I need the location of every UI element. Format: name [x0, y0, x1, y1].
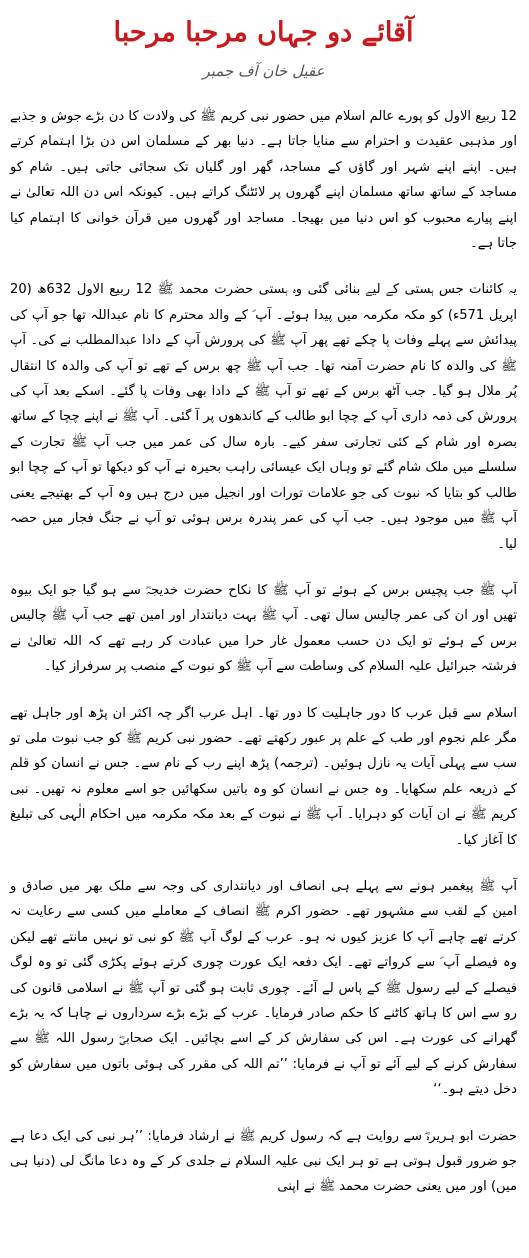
paragraph-first-revelation: اسلام سے قبل عرب کا دور جاہلیت کا دور تھا۔ اہل عرب اگر چہ اکثر ان پڑھ اور جاہل تھے مگر علم نجوم اور طب کے علم پر عبور رکھتے تھے۔ حضور نبی کریم ﷺ کو جب نبوت ملی تو سب سے پہلی آیات یہ نازل ہوئیں۔ (ترجمہ) پڑھ اپنے رب کے نام سے۔ جس نے انسان کو قلم کے ذریعہ علم سکھایا۔ وہ جس نے انسان کو وہ باتیں سکھائیں جو اسے معلوم نہ تھیں۔ نبی کریم ﷺ نے ان آیات کو دہرایا۔ آپ ﷺ نے نبوت کے بعد مکہ مکرمہ میں احکام الٰہی کی تبلیغ کا آغاز کیا۔	[10, 705, 517, 848]
paragraph-justice: آپ ﷺ پیغمبر ہونے سے پہلے ہی انصاف اور دیانتداری کی وجہ سے ملک بھر میں صادق و امین کے لقب سے مشہور تھے۔ حضور اکرم ﷺ انصاف کے معاملے میں کسی سے رعایت نہ کرتے تھے چاہے آپ کا عزیز کیوں نہ ہو۔ عرب کے لوگ آپ ﷺ کو نبی تو نہیں مانتے تھے لیکن وہ فیصلے آپ ؐ سے کرواتے تھے۔ ایک دفعہ ایک عورت چوری کرتے ہوئے پکڑی گئی تو وہ لوگ فیصلے کے لیے رسول ﷺ کے پاس لے آئے۔ چوری ثابت ہو گئی تو آپ ﷺ نے اسلامی قانون کی رو سے اس کا ہاتھ کاٹنے کا حکم صادر فرمایا۔ عرب کے بڑے بڑے سرداروں نے چاہا کہ یہ بڑے گھرانے کی عورت ہے۔ اس کی سفارش کر کے اسے بچائیں۔ ایک صحابیؓ رسول اللہ ﷺ سے سفارش کرنے کے لیے آئے تو آپ نے فرمایا: ’’تم اللہ کی مقرر کی ہوئی باتوں میں سفارش کو دخل دیتے ہو۔‘‘	[10, 878, 517, 1098]
paragraph-hadith: حضرت ابو ہریرہؓ سے روایت ہے کہ رسول کریم ﷺ نے ارشاد فرمایا: ’’ہر نبی کی ایک دعا ہے جو ضرور قبول ہوتی ہے تو ہر ایک نبی علیہ السلام نے جلدی کر کے وہ دعا مانگ لی (دنیا ہی میں) اور میں یعنی حضرت محمد ﷺ نے اپنی	[10, 1128, 517, 1195]
paragraph-early-life: یہ کائنات جس ہستی کے لیے بنائی گئی وہ ہستی حضرت محمد ﷺ 12 ربیع الاول 632ھ (20 اپریل 571ء) کو مکہ مکرمہ میں پیدا ہوئے۔ آپ ؐ کے والد محترم کا نام عبداللہ تھا جو آپ کی پیدائش سے پہلے وفات پا چکے تھے پھر آپ ﷺ کی پرورش آپ کے دادا عبدالمطلب نے کی۔ آپ ﷺ کی والدہ کا نام حضرت آمنہ تھا۔ جب آپ ﷺ چھ برس کے تھے تو آپ کی والدہ کا انتقال پُر ملال ہو گیا۔ جب آٹھ برس کے تھے تو آپ ﷺ کے دادا بھی وفات پا گئے۔ اسکے بعد آپ کی پرورش کی ذمہ داری آپ کے چچا ابو طالب کے کاندھوں پر آ گئی۔ آپ ﷺ نے اپنے چچا کے ساتھ بصرہ اور شام کے کئی تجارتی سفر کیے۔ بارہ سال کی عمر میں جب آپ ﷺ تجارت کے سلسلے میں ملک شام گئے تو وہاں ایک عیسائی راہب بحیرہ نے آپ کو دیکھا تو آپ کے چچا ابو طالب کو بتایا کہ نبوت کی جو علامات تورات اور انجیل میں درج ہیں وہ آپ کے بھتیجے یعنی آپ ﷺ میں موجود ہیں۔ جب آپ کی عمر پندرہ برس ہوئی تو آپ نے جنگ فجار میں حصہ لیا۔	[10, 282, 517, 552]
article-title: آقائے دو جہاں مرحبا مرحبا	[113, 17, 414, 48]
paragraph-prophethood: آپ ﷺ جب پچیس برس کے ہوئے تو آپ ﷺ کا نکاح حضرت خدیجہؓ سے ہو گیا جو ایک بیوہ تھیں اور ان کی عمر چالیس سال تھی۔ آپ ﷺ بہت دیانتدار اور امین تھے جب آپ ﷺ چالیس برس کے ہوئے تو ایک دن حسب معمول غار حرا میں عبادت کر رہے تھے کہ اللہ تعالیٰ نے فرشتہ جبرائیل علیہ السلام کی وساطت سے آپ ﷺ کو نبوت کے منصب پر سرفراز کیا۔	[10, 582, 517, 675]
article-body	[10, 104, 517, 1200]
author-name: عقیل خان آف جمبر	[202, 62, 325, 80]
paragraph-mawlid: 12 ربیع الاول کو پورے عالم اسلام میں حضور نبی کریم ﷺ کی ولادت کا دن بڑے جوش و جذبے اور مذہبی عقیدت و احترام سے منایا جاتا ہے۔ دنیا بھر کے مسلمان اس دن بڑا اہتمام کرتے ہیں۔ اپنے اپنے شہر اور گاؤں کے مساجد، گھر اور گلیاں تک سجائی جاتی ہیں۔ شام کو مساجد کے ساتھ ساتھ مسلمان اپنے گھروں پر لائٹنگ کراتے ہیں۔ کیونکہ اس دن اللہ تعالیٰ نے اپنے پیارے محبوب کو اس دنیا میں بھیجا۔ مساجد اور گھروں میں قرآن خوانی کا اہتمام کیا جاتا ہے۔	[10, 109, 517, 252]
